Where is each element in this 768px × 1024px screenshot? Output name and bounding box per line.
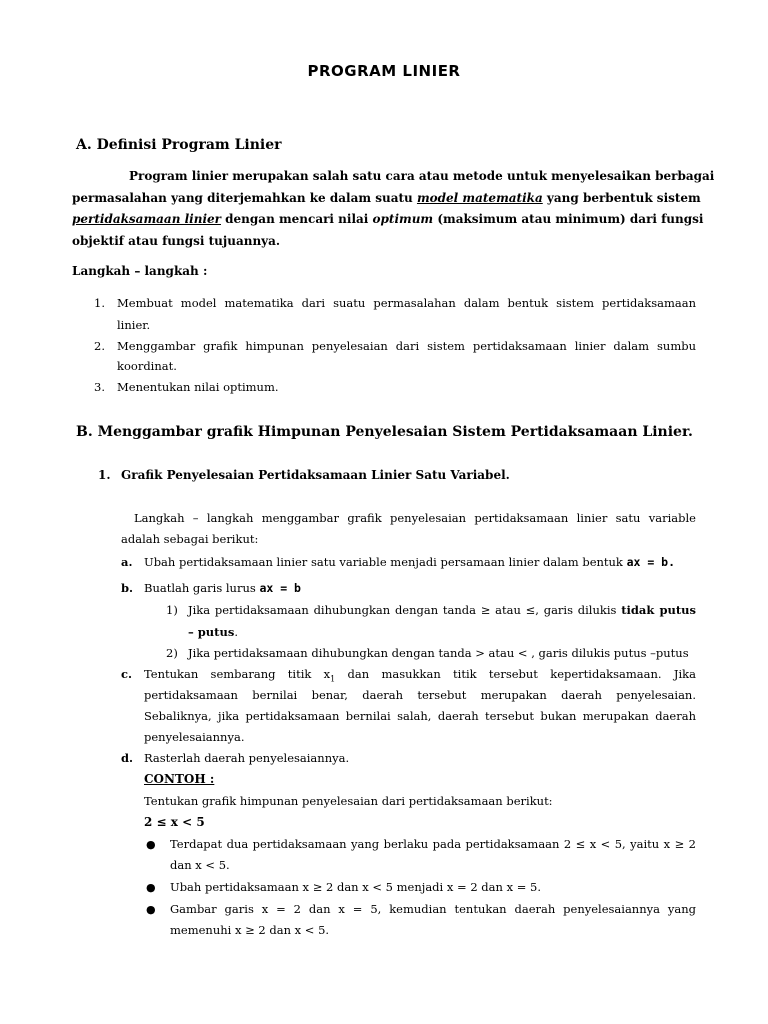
bullet-2-text: Ubah pertidaksamaan x ≥ 2 dan x < 5 menjadi x = 2 dan x = 5.: [170, 880, 541, 894]
item-c-line-2: pertidaksamaan bernilai benar, daerah tersebut merupakan daerah penyelesaian.: [144, 688, 696, 702]
sub-item-2-text: Jika pertidaksamaan dihubungkan dengan tanda > atau < , garis dilukis putus –putus: [188, 646, 689, 660]
step-3-text: Menentukan nilai optimum.: [117, 380, 279, 394]
subsection-1-title: Grafik Penyelesaian Pertidaksamaan Linier Satu Variabel.: [121, 468, 510, 482]
subsection-1-number: 1.: [98, 468, 111, 482]
item-b-text: Buatlah garis lurus ax = b: [144, 581, 301, 595]
sub-item-1-number: 1): [166, 603, 178, 617]
step-2-text-cont: koordinat.: [117, 359, 177, 373]
contoh-heading: CONTOH :: [144, 772, 215, 786]
definition-line-2: permasalahan yang diterjemahkan ke dalam suatu model matematika yang berbentuk sistem: [72, 190, 701, 205]
item-a-equation: ax = b.: [626, 555, 676, 569]
step-1-text: Membuat model matematika dari suatu permasalahan dalam bentuk sistem pertidaksamaan: [117, 296, 696, 310]
sub-item-1-text: Jika pertidaksamaan dihubungkan dengan tanda ≥ atau ≤, garis dilukis tidak putus: [188, 603, 697, 617]
steps-label: Langkah – langkah :: [72, 264, 208, 278]
item-a-label: a.: [121, 555, 133, 569]
item-b-label: b.: [121, 581, 134, 595]
item-a-text: Ubah pertidaksamaan linier satu variable menjadi persamaan linier dalam bentuk ax = b.: [144, 555, 676, 569]
step-2-number: 2.: [94, 339, 105, 353]
page-title: PROGRAM LINIER: [307, 62, 461, 80]
bullet-3-text: Gambar garis x = 2 dan x = 5, kemudian tentukan daerah penyelesaiannya yang: [170, 902, 696, 916]
sub-item-2-number: 2): [166, 646, 178, 660]
item-d-label: d.: [121, 751, 134, 765]
bullet-1-text-cont: dan x < 5.: [170, 858, 230, 872]
sub-item-1-text-cont: – putus.: [188, 625, 238, 639]
item-c-line-4: penyelesaiannya.: [144, 730, 245, 744]
definition-line-4: objektif atau fungsi tujuannya.: [72, 233, 281, 248]
step-1-text-cont: linier.: [117, 318, 151, 332]
definition-paragraph: [72, 166, 715, 252]
steps-intro-line-1: Langkah – langkah menggambar grafik penyelesaian pertidaksamaan linier satu variable: [134, 511, 696, 525]
bullet-2-icon: ●: [146, 881, 156, 894]
item-b-equation: ax = b: [259, 581, 301, 595]
bullet-3-icon: ●: [146, 903, 156, 916]
pertidaksamaan-linier-term: pertidaksamaan linier: [72, 212, 221, 226]
contoh-instruction: Tentukan grafik himpunan penyelesaian dari pertidaksamaan berikut:: [144, 794, 553, 808]
contoh-equation: 2 ≤ x < 5: [144, 815, 205, 829]
section-a-heading: A. Definisi Program Linier: [76, 137, 282, 153]
step-3-number: 3.: [94, 380, 105, 394]
bullet-3-text-cont: memenuhi x ≥ 2 dan x < 5.: [170, 923, 330, 937]
bullet-1-text: Terdapat dua pertidaksamaan yang berlaku pada pertidaksamaan 2 ≤ x < 5, yaitu x ≥ 2: [170, 837, 696, 851]
model-matematika-term: model matematika: [416, 190, 543, 205]
section-b-heading: B. Menggambar grafik Himpunan Penyelesaian Sistem Pertidaksamaan Linier.: [76, 424, 693, 440]
item-c-label: c.: [121, 667, 133, 681]
item-d-text: Rasterlah daerah penyelesaiannya.: [144, 751, 350, 765]
step-2-text: Menggambar grafik himpunan penyelesaian dari sistem pertidaksamaan linier dalam sumbu: [117, 339, 696, 353]
steps-intro-line-2: adalah sebagai berikut:: [121, 532, 259, 546]
optimum-term: optimum: [372, 212, 434, 226]
definition-line-3: pertidaksamaan linier dengan mencari nilai optimum (maksimum atau minimum) dari fungsi: [72, 212, 704, 226]
step-1-number: 1.: [94, 296, 105, 310]
item-c-line-1: Tentukan sembarang titik $x_1$ dan masukkan titik tersebut kepertidaksamaan. Jika: [144, 667, 696, 684]
bullet-1-icon: ●: [146, 838, 156, 851]
definition-line-1: Program linier merupakan salah satu cara atau metode untuk menyelesaikan berbagai: [129, 169, 715, 183]
item-c-line-3: Sebaliknya, jika pertidaksamaan bernilai salah, daerah tersebut bukan merupakan daerah: [144, 709, 696, 723]
